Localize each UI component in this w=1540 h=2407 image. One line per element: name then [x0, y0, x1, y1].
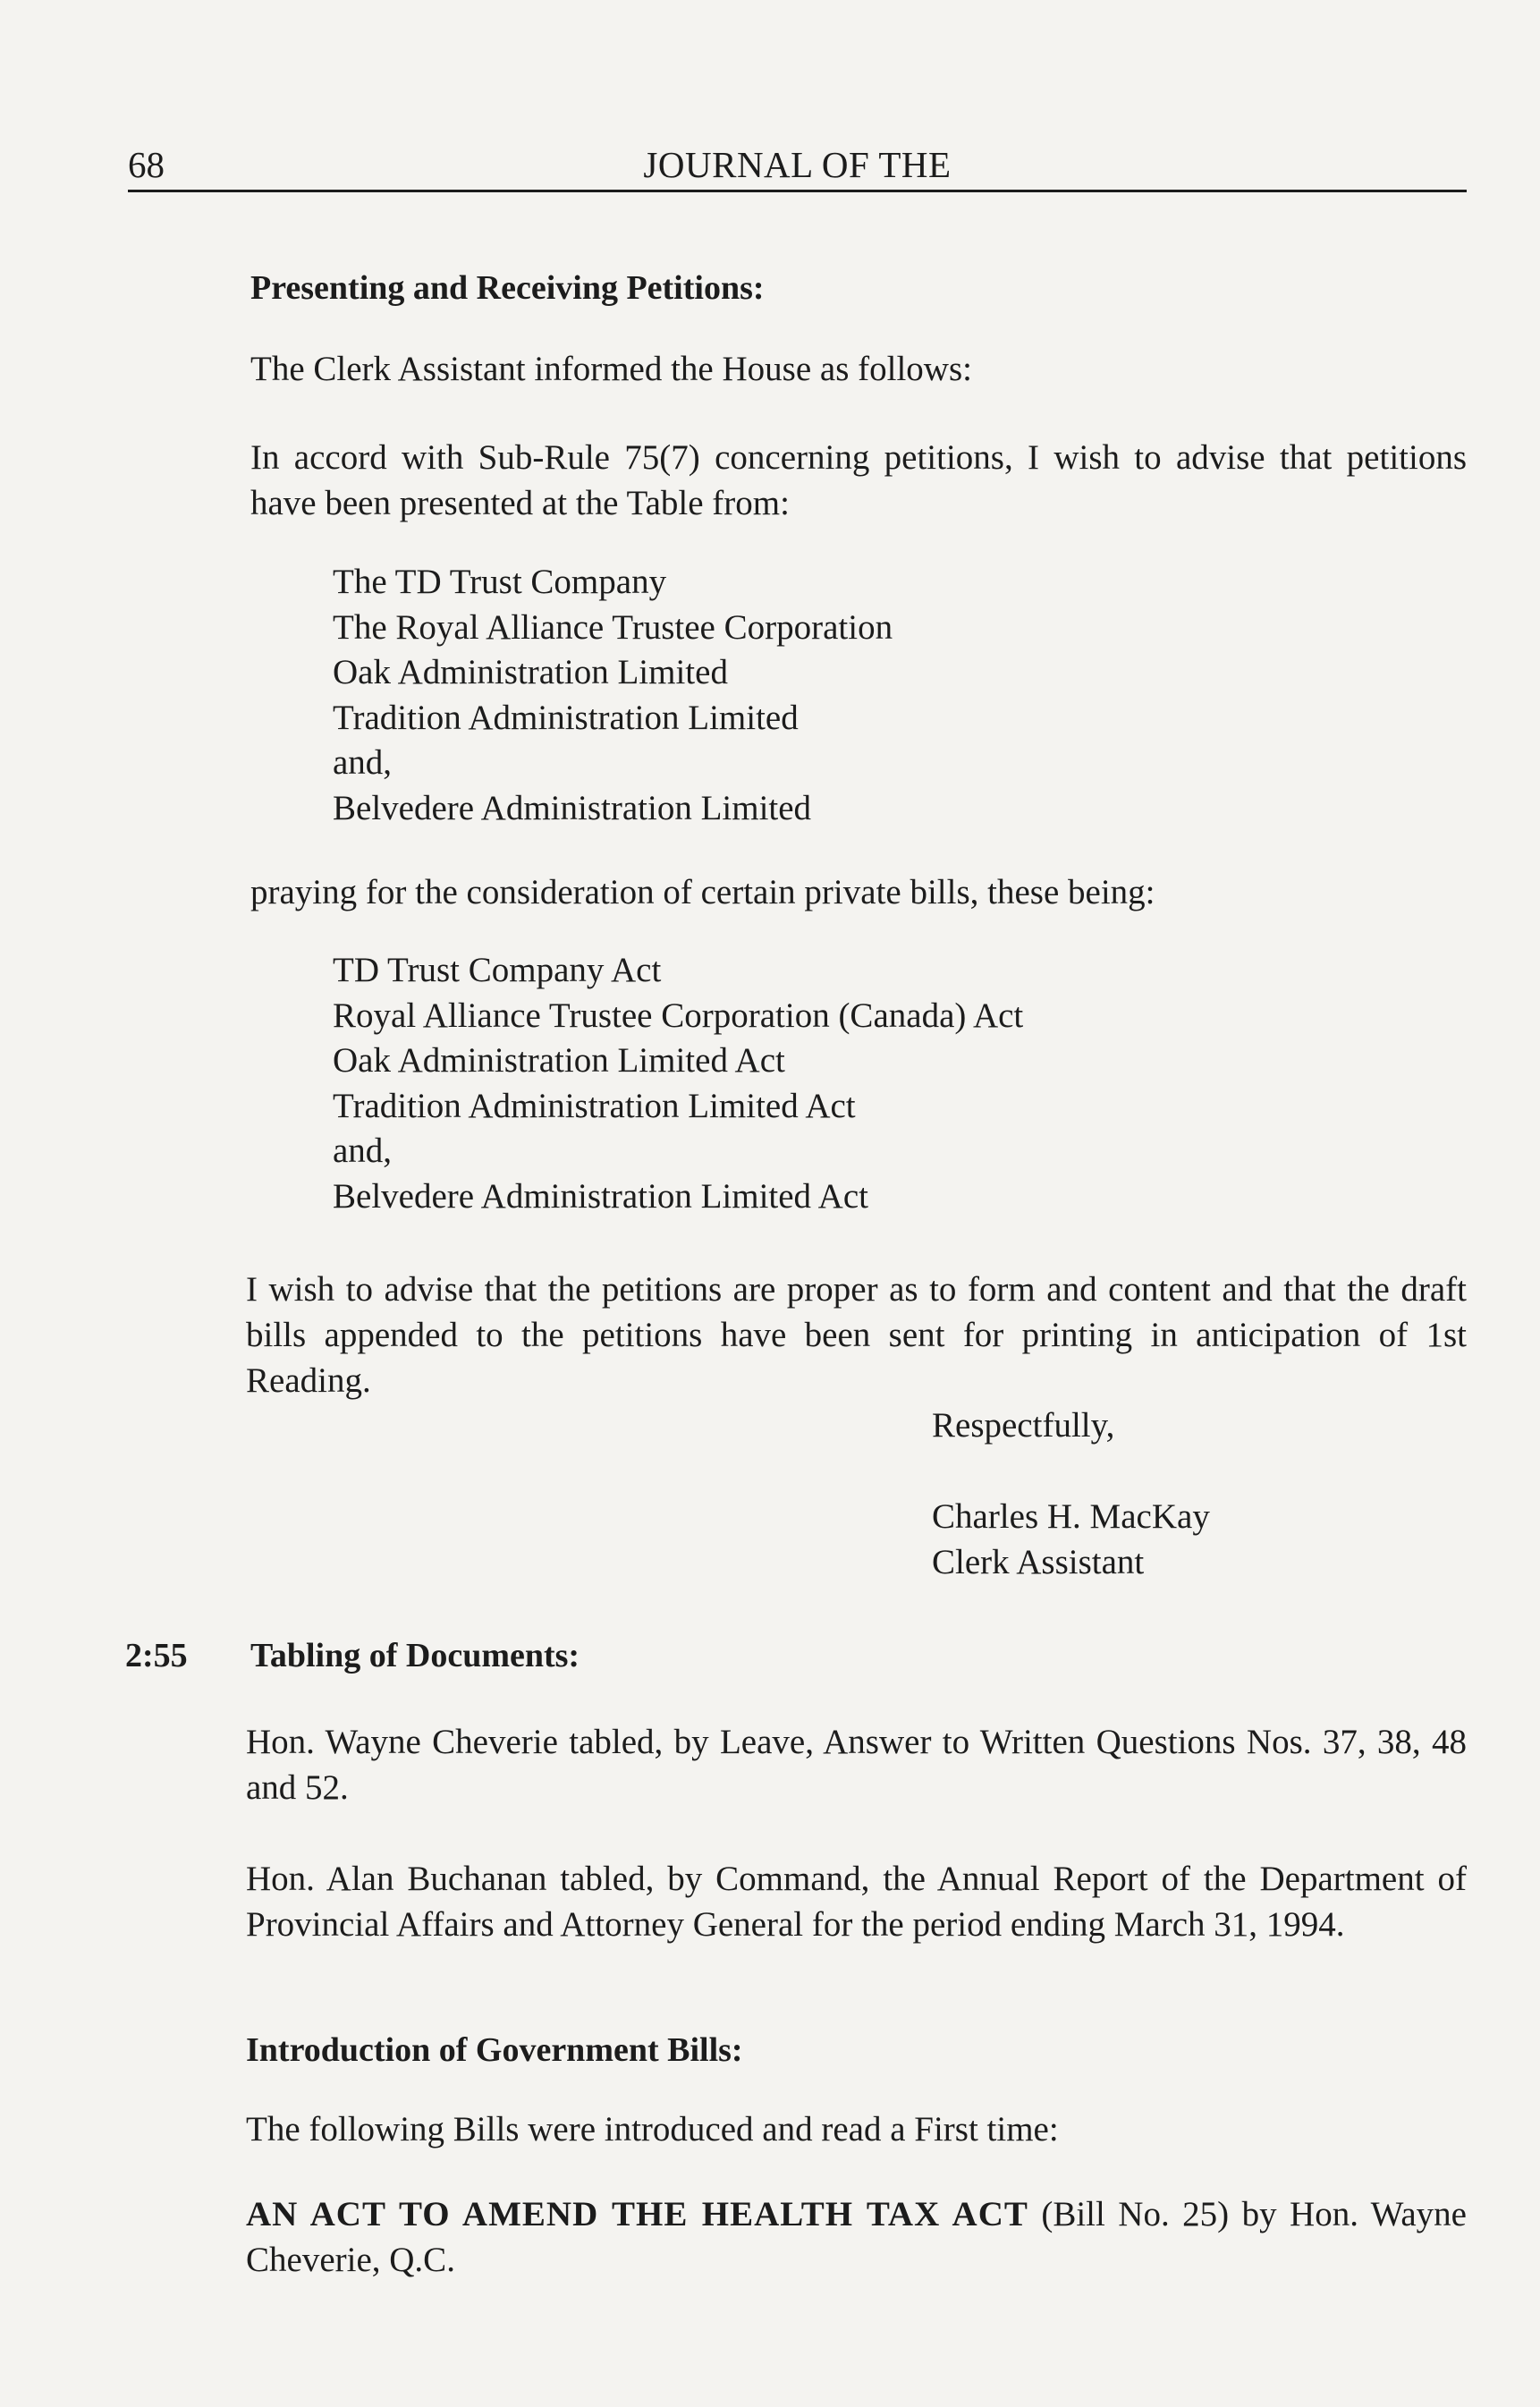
petitioner-item: Belvedere Administration Limited — [333, 788, 812, 827]
private-bill-item: Belvedere Administration Limited Act — [333, 1176, 868, 1216]
petitioner-item: The TD Trust Company — [333, 563, 667, 601]
running-header — [128, 143, 1467, 192]
tabling-heading: Tabling of Documents: — [250, 1637, 580, 1674]
petitioner-item: The Royal Alliance Trustee Corporation — [333, 607, 893, 647]
tabling-item-2: Hon. Alan Buchanan tabled, by Command, the Annual Report of the Department of Provincial Affairs and Attorney General for the period ending March 31, 1994. — [246, 1860, 1467, 1944]
private-bill-item: and, — [333, 1131, 393, 1170]
private-bill-item: Royal Alliance Trustee Corporation (Canada) Act — [333, 996, 1024, 1035]
signatory-name: Charles H. MacKay — [932, 1497, 1210, 1536]
private-bill-list — [333, 948, 1023, 1219]
petitioner-item: Tradition Administration Limited — [333, 698, 799, 737]
praying-line: praying for the consideration of certain private bills, these being: — [250, 873, 1155, 911]
bill-title: AN ACT TO AMEND THE HEALTH TAX ACT — [246, 2195, 1028, 2233]
time-stamp: 2:55 — [125, 1637, 188, 1674]
bill-details: (Bill No. 25) by Hon. Wayne Cheverie, Q.C. — [246, 2195, 1467, 2279]
journal-title: JOURNAL OF THE — [643, 144, 952, 185]
government-bill-entry — [246, 2191, 1467, 2283]
signatory-title: Clerk Assistant — [932, 1543, 1145, 1581]
advice-paragraph: I wish to advise that the petitions are proper as to form and content and that the draft bills appended to the petitions have been sent for printing in anticipation of 1st Reading. — [246, 1270, 1467, 1400]
petitioner-item: and, — [333, 743, 393, 782]
tabling-item-1: Hon. Wayne Cheverie tabled, by Leave, Answer to Written Questions Nos. 37, 38, 48 and 52. — [246, 1723, 1467, 1807]
government-bills-heading: Introduction of Government Bills: — [246, 2031, 743, 2069]
petitions-intro: The Clerk Assistant informed the House as follows: — [250, 350, 972, 388]
petitions-heading: Presenting and Receiving Petitions: — [250, 269, 765, 307]
private-bill-item: TD Trust Company Act — [333, 951, 662, 989]
private-bill-item: Tradition Administration Limited Act — [333, 1086, 856, 1125]
closing-line: Respectfully, — [932, 1406, 1115, 1445]
private-bill-item: Oak Administration Limited Act — [333, 1041, 785, 1080]
petitions-paragraph: In accord with Sub-Rule 75(7) concerning petitions, I wish to advise that petitions have been presented at the Table from: — [250, 438, 1467, 522]
page-number: 68 — [128, 144, 165, 185]
petitioner-list — [333, 560, 893, 831]
government-bills-intro: The following Bills were introduced and read a First time: — [246, 2110, 1059, 2149]
petitioner-item: Oak Administration Limited — [333, 653, 728, 691]
